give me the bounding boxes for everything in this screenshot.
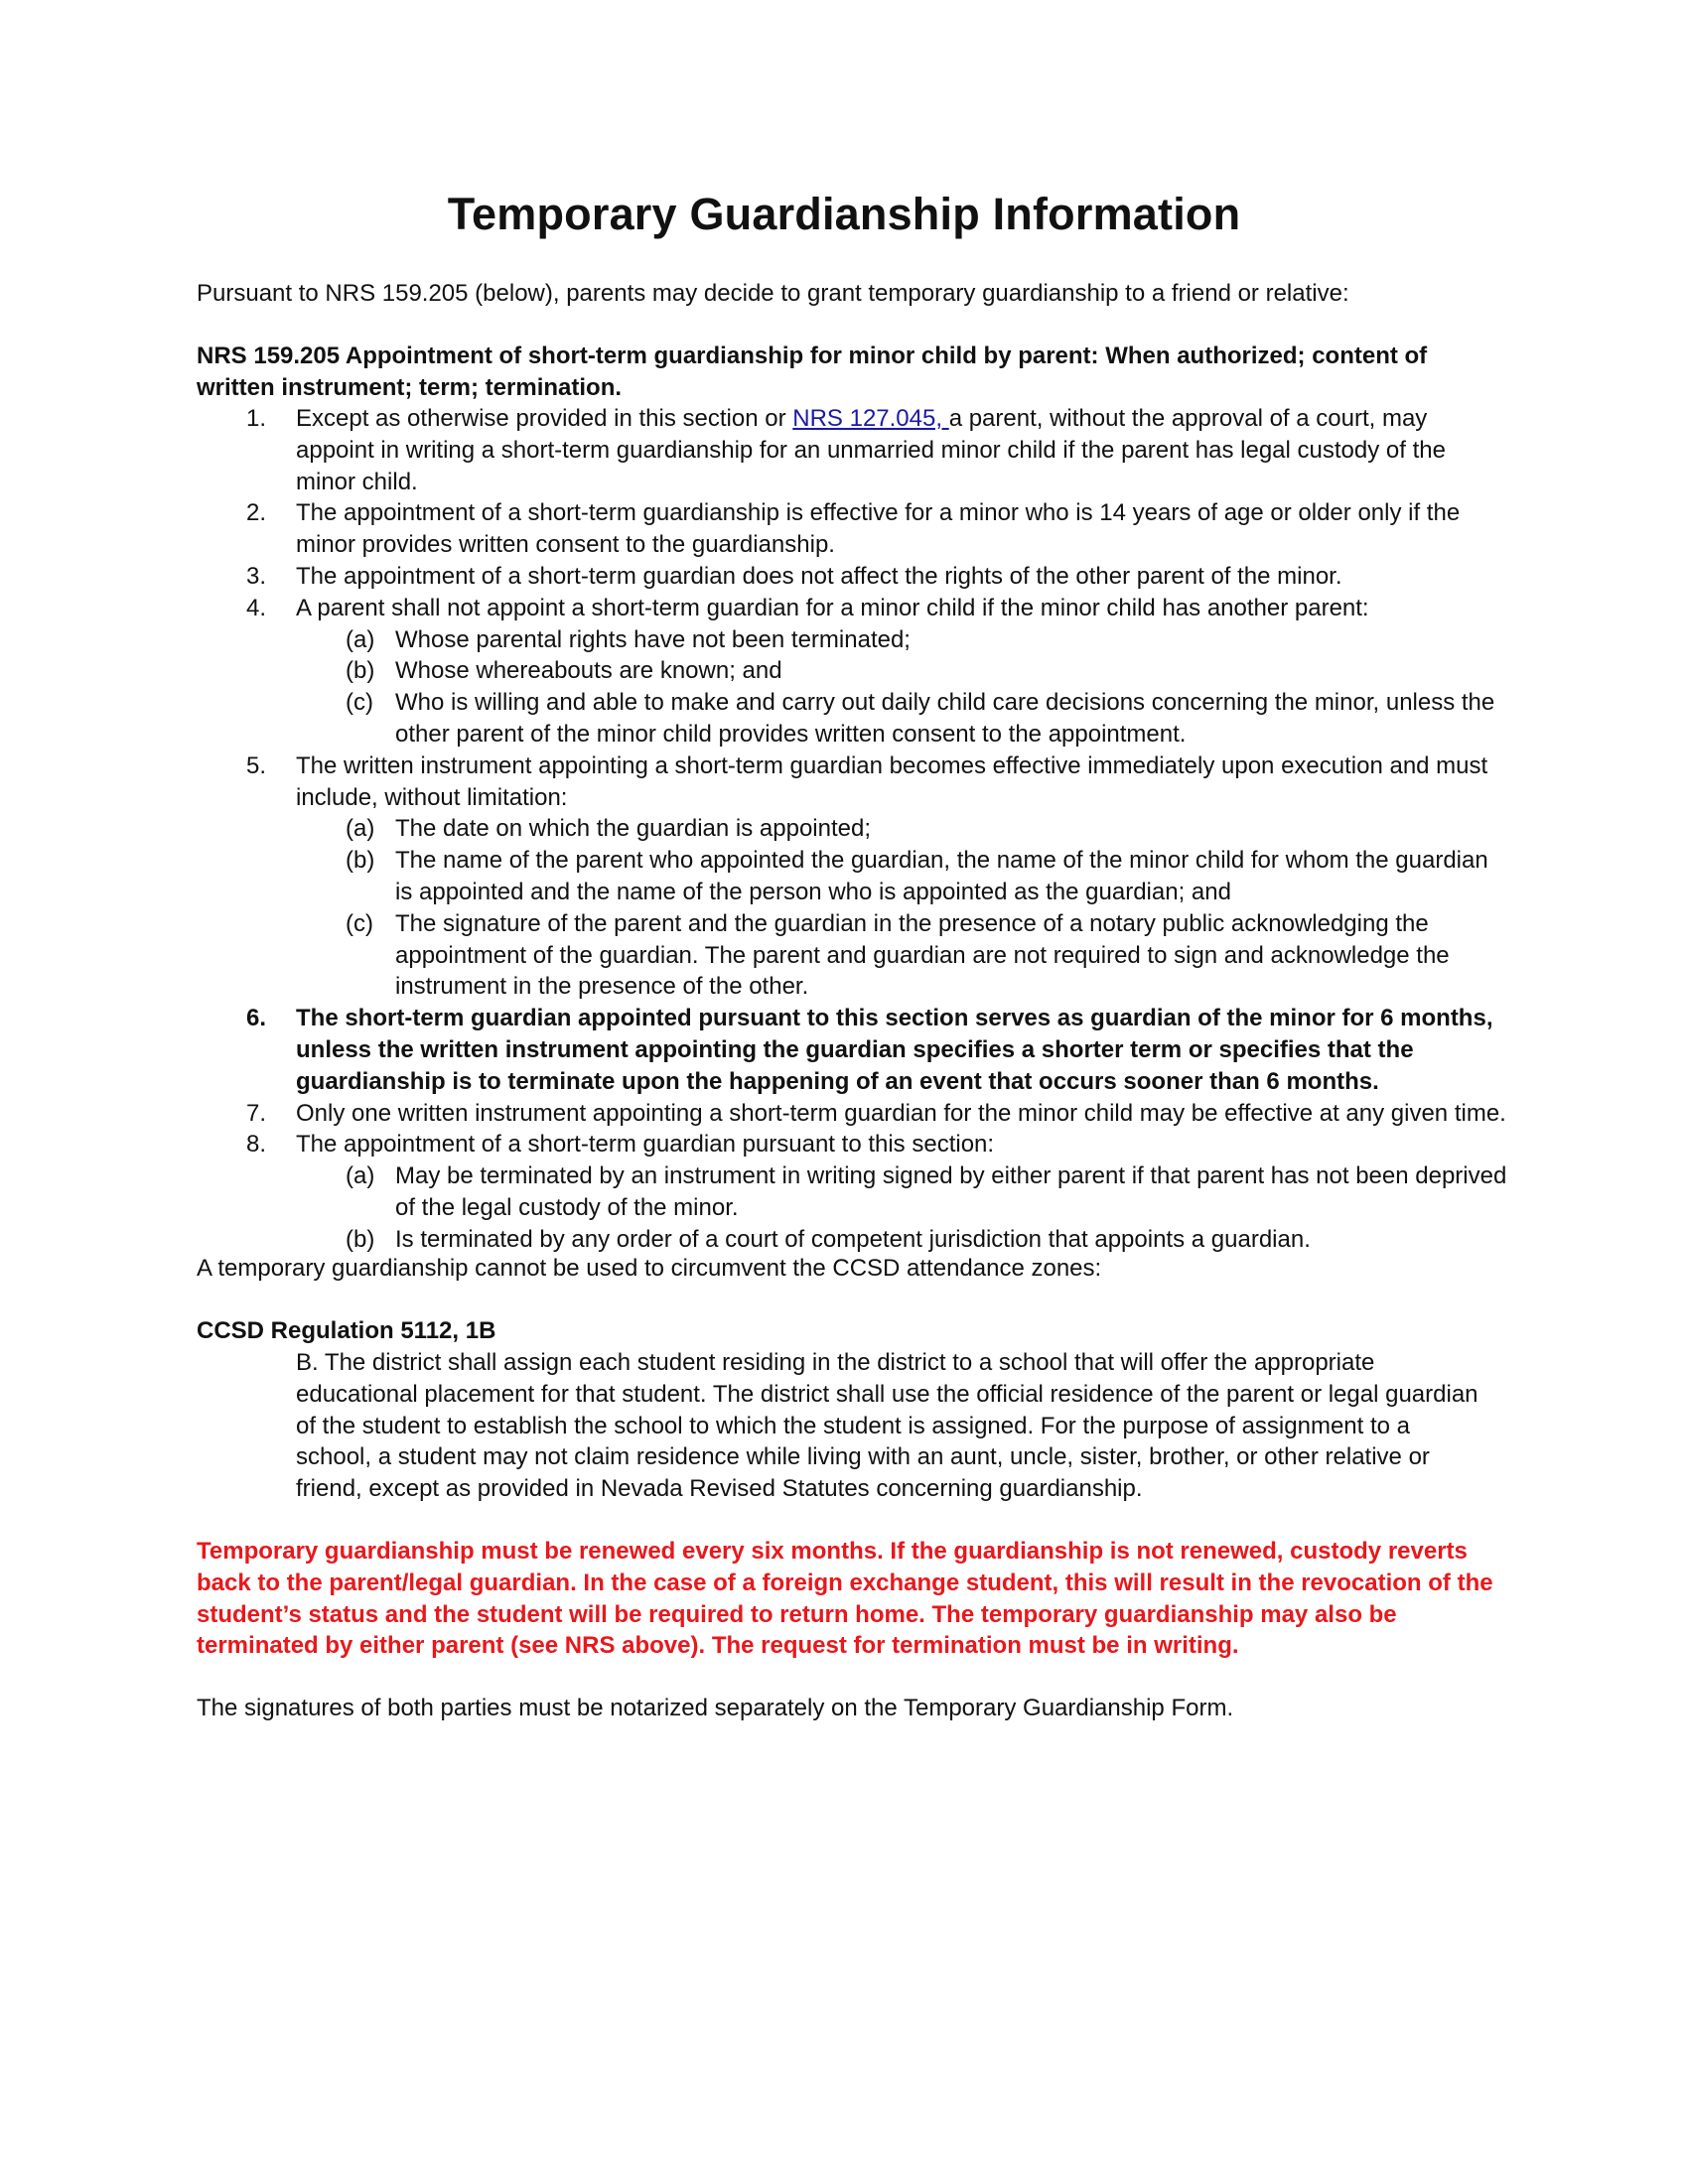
sub-item-b	[296, 845, 1507, 908]
renewal-warning: Temporary guardianship must be renewed every six months. If the guardianship is not renewed, custody reverts back to the parent/legal guardian. In the case of a foreign exchange student, this will result in the revocation of the student’s status and the student will be required to return home. The temporary guardianship may also be terminated by either parent (see NRS above). The request for termination must be in writing.	[197, 1538, 1493, 1660]
attendance-zones-paragraph: A temporary guardianship cannot be used to circumvent the CCSD attendance zones:	[197, 1255, 1102, 1282]
list-item-7	[197, 1098, 1507, 1130]
sub-letter: (c)	[346, 909, 373, 937]
sub-item-text: May be terminated by an instrument in writing signed by either parent if that parent has not been deprived of the legal custody of the minor.	[395, 1162, 1507, 1221]
list-item-3	[197, 561, 1507, 593]
sub-item-b	[296, 655, 1507, 687]
sub-letter: (a)	[346, 625, 375, 653]
sub-item-text: Whose whereabouts are known; and	[395, 657, 782, 685]
sub-item-text: The signature of the parent and the guardian in the presence of a notary public acknowledging the appointment of the guardian. The parent and guardian are not required to sign and acknowledge the instrument in the presence of the other.	[395, 909, 1450, 1001]
list-number: 1.	[246, 405, 267, 432]
sub-item-a	[296, 1160, 1507, 1224]
sub-item-c	[296, 908, 1507, 1003]
sub-letter: (c)	[346, 689, 373, 717]
ccsd-regulation-text: B. The district shall assign each student residing in the district to a school that will offer the appropriate educational placement for that student. The district shall use the official residence of the parent or legal guardian of the student to establish the school to which the student is assigned. For the purpose of assignment to a school, a student may not claim residence while living with an aunt, uncle, sister, brother, or other relative or friend, except as provided in Nevada Revised Statutes concerning guardianship.	[296, 1349, 1478, 1503]
intro-paragraph: Pursuant to NRS 159.205 (below), parents may decide to grant temporary guardianship to a friend or relative:	[197, 280, 1349, 307]
list-item-text: The appointment of a short-term guardian does not affect the rights of the other parent of the minor.	[296, 562, 1342, 590]
sub-letter: (b)	[346, 657, 375, 685]
list-number: 4.	[246, 594, 267, 621]
list-number: 2.	[246, 499, 267, 527]
list-item-text: The written instrument appointing a short-term guardian becomes effective immediately upon execution and must include, without limitation:	[296, 751, 1488, 811]
list-item-text: Except as otherwise provided in this section or	[296, 405, 793, 432]
list-item-8	[197, 1129, 1507, 1255]
list-item-text: Only one written instrument appointing a short-term guardian for the minor child may be effective at any given time.	[296, 1099, 1506, 1127]
closing-paragraph: The signatures of both parties must be notarized separately on the Temporary Guardianship Form.	[197, 1695, 1234, 1721]
sub-item-text: The name of the parent who appointed the guardian, the name of the minor child for whom the guardian is appointed and the name of the person who is appointed as the guardian; and	[395, 847, 1488, 905]
list-number: 7.	[246, 1099, 267, 1127]
list-number: 3.	[246, 562, 267, 590]
sub-item-text: The date on which the guardian is appointed;	[395, 815, 872, 843]
list-item-text: The appointment of a short-term guardianship is effective for a minor who is 14 years of age or older only if the minor provides written consent to the guardianship.	[296, 499, 1461, 559]
list-number: 5.	[246, 751, 267, 779]
sub-item-c	[296, 687, 1507, 751]
sub-letter: (b)	[346, 1225, 375, 1253]
list-item-text: a parent, without the approval of a court, may appoint in writing a short-term guardianship for an unmarried minor child if the parent has legal custody of the minor child.	[296, 405, 1446, 495]
list-item-4	[197, 593, 1507, 751]
sub-letter: (a)	[346, 1162, 375, 1190]
list-item-text: The appointment of a short-term guardian pursuant to this section:	[296, 1131, 995, 1159]
sub-letter: (a)	[346, 815, 375, 843]
sub-item-text: Who is willing and able to make and carry out daily child care decisions concerning the minor, unless the other parent of the minor child provides written consent to the appointment.	[395, 689, 1495, 748]
page-title: Temporary Guardianship Information	[447, 189, 1241, 239]
sub-item-a	[296, 624, 1507, 656]
sub-item-b	[296, 1224, 1507, 1256]
nrs-section-heading: NRS 159.205 Appointment of short-term guardianship for minor child by parent: When authorized; content of written instrument; term; termination.	[197, 342, 1428, 401]
list-item-1	[197, 403, 1507, 497]
list-item-2	[197, 497, 1507, 561]
nrs-numbered-list	[197, 403, 1507, 1256]
list-item-6	[197, 1003, 1507, 1097]
ccsd-regulation-heading: CCSD Regulation 5112, 1B	[197, 1317, 496, 1344]
list-item-5	[197, 751, 1507, 1003]
list-number: 6.	[246, 1005, 267, 1032]
sub-item-a	[296, 813, 1507, 845]
sub-item-text: Is terminated by any order of a court of competent jurisdiction that appoints a guardian.	[395, 1225, 1311, 1253]
nrs-127-045-link[interactable]: NRS 127.045,	[792, 405, 949, 432]
list-item-text: The short-term guardian appointed pursuant to this section serves as guardian of the minor for 6 months, unless the written instrument appointing the guardian specifies a shorter term or specifies that the guardianship is to terminate upon the happening of an event that occurs sooner than 6 months.	[296, 1005, 1493, 1095]
list-number: 8.	[246, 1131, 267, 1159]
sub-item-text: Whose parental rights have not been terminated;	[395, 625, 911, 653]
sub-letter: (b)	[346, 847, 375, 875]
list-item-text: A parent shall not appoint a short-term guardian for a minor child if the minor child has another parent:	[296, 594, 1369, 621]
